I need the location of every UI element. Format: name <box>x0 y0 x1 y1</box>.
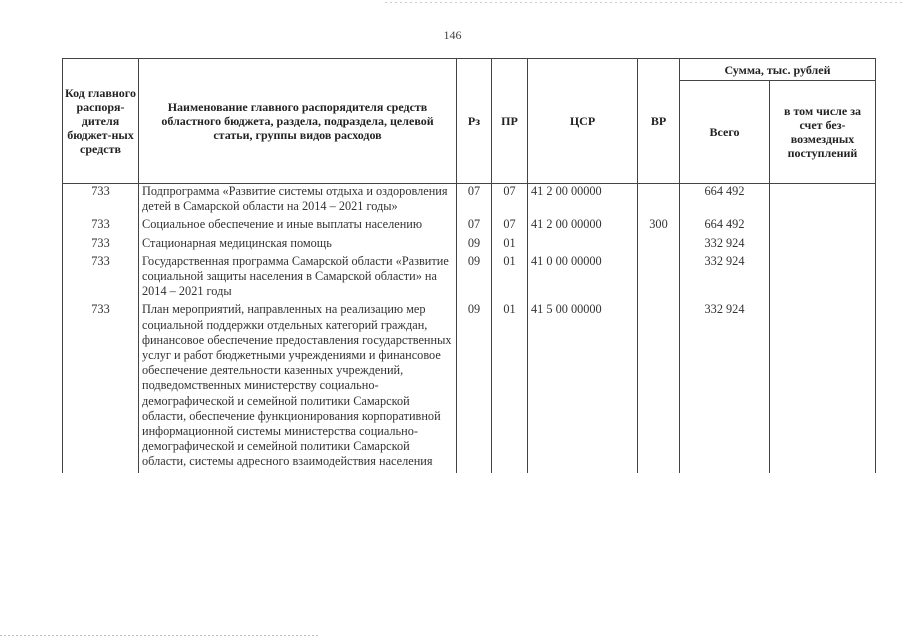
cell-name: Стационарная медицинская помощь <box>139 236 457 254</box>
cell-name: Государственная программа Самарской области «Развитие социальной защиты населения в Самарской области» на 2014 – 2021 годы <box>139 254 457 303</box>
cell-pr: 01 <box>492 236 528 254</box>
table-row <box>63 217 876 235</box>
cell-total: 664 492 <box>680 184 770 218</box>
header-csr: ЦСР <box>528 59 638 184</box>
cell-rz: 07 <box>457 217 492 235</box>
budget-table <box>62 58 876 473</box>
cell-pr: 07 <box>492 184 528 218</box>
cell-vr <box>638 236 680 254</box>
scan-edge-top <box>385 2 905 3</box>
cell-csr: 41 0 00 00000 <box>528 254 638 303</box>
cell-pr: 07 <box>492 217 528 235</box>
header-name: Наименование главного распорядителя средств областного бюджета, раздела, подраздела, целевой статьи, группы видов расходов <box>139 59 457 184</box>
table-row <box>63 236 876 254</box>
table-row <box>63 184 876 218</box>
cell-code: 733 <box>63 254 139 303</box>
cell-csr: 41 2 00 00000 <box>528 217 638 235</box>
table-row <box>63 302 876 472</box>
cell-csr <box>528 236 638 254</box>
cell-name: Социальное обеспечение и иные выплаты населению <box>139 217 457 235</box>
table-row <box>63 254 876 303</box>
cell-code: 733 <box>63 217 139 235</box>
cell-csr: 41 2 00 00000 <box>528 184 638 218</box>
header-sum-group: Сумма, тыс. рублей <box>680 59 876 81</box>
cell-pr: 01 <box>492 254 528 303</box>
cell-gratuitous <box>770 217 876 235</box>
cell-rz: 09 <box>457 302 492 472</box>
cell-gratuitous <box>770 184 876 218</box>
cell-total: 332 924 <box>680 254 770 303</box>
cell-code: 733 <box>63 184 139 218</box>
cell-vr <box>638 302 680 472</box>
cell-gratuitous <box>770 254 876 303</box>
cell-gratuitous <box>770 236 876 254</box>
header-vr: ВР <box>638 59 680 184</box>
cell-rz: 07 <box>457 184 492 218</box>
cell-code: 733 <box>63 236 139 254</box>
cell-gratuitous <box>770 302 876 472</box>
header-pr: ПР <box>492 59 528 184</box>
header-rz: Рз <box>457 59 492 184</box>
page-number: 146 <box>443 28 462 42</box>
cell-csr: 41 5 00 00000 <box>528 302 638 472</box>
cell-name: План мероприятий, направленных на реализацию мер социальной поддержки отдельных категорий граждан, финансовое обеспечение предоставления государственных услуг и работ бюджетными учреждениями и финансовое обеспечение деятельности казенных учреждений, подведомственных министерству социально-демографической и семейной политики Самарской области, обеспечение функционирования корпоративной информационной системы министерства социально-демографической и семейной политики Самарской области, системы адресного взаимодействия населения <box>139 302 457 472</box>
cell-vr <box>638 254 680 303</box>
cell-total: 332 924 <box>680 302 770 472</box>
cell-rz: 09 <box>457 254 492 303</box>
header-gratuitous: в том числе за счет без-возмездных поступлений <box>770 81 876 184</box>
header-code: Код главного распоря-дителя бюджет-ных средств <box>63 59 139 184</box>
cell-rz: 09 <box>457 236 492 254</box>
scan-edge-bottom <box>0 635 320 636</box>
cell-total: 332 924 <box>680 236 770 254</box>
cell-vr <box>638 184 680 218</box>
cell-name: Подпрограмма «Развитие системы отдыха и оздоровления детей в Самарской области на 2014 – 2021 годы» <box>139 184 457 218</box>
header-total: Всего <box>680 81 770 184</box>
cell-vr: 300 <box>638 217 680 235</box>
cell-pr: 01 <box>492 302 528 472</box>
cell-total: 664 492 <box>680 217 770 235</box>
cell-code: 733 <box>63 302 139 472</box>
